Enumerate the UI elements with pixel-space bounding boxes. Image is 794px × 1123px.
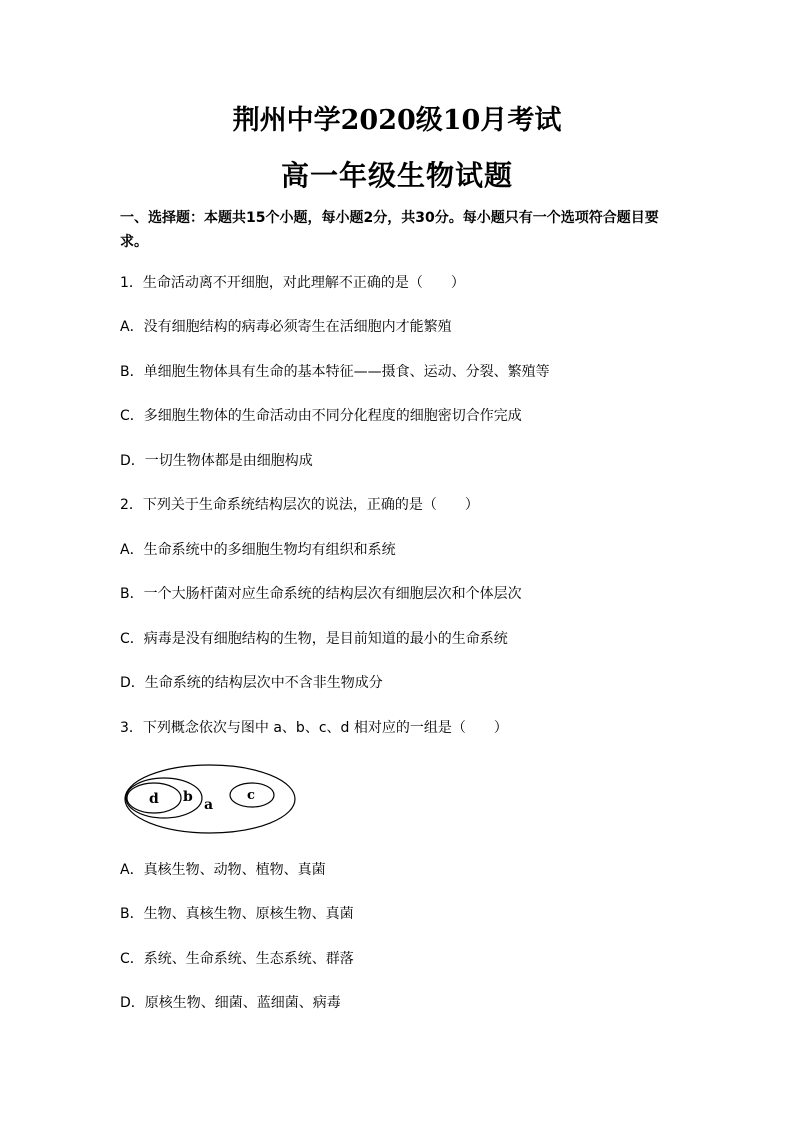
exam-title: 荆州中学2020级10月考试 [232,105,562,136]
label-c: c [247,788,255,803]
venn-diagram [120,762,300,842]
label-a: a [204,797,214,813]
question-2-option-a: A．生命系统中的多细胞生物均有组织和系统 [120,542,396,558]
label-b: b [183,789,193,805]
question-3-option-d: D．原核生物、细菌、蓝细菌、病毒 [120,995,341,1011]
label-d: d [149,791,159,807]
question-1-option-d: D．一切生物体都是由细胞构成 [120,453,313,469]
question-3-option-b: B．生物、真核生物、原核生物、真菌 [120,906,354,922]
question-2-stem: 2．下列关于生命系统结构层次的说法，正确的是（ ） [120,497,479,513]
question-1-option-a: A．没有细胞结构的病毒必须寄生在活细胞内才能繁殖 [120,319,452,335]
question-1-option-b: B．单细胞生物体具有生命的基本特征——摄食、运动、分裂、繁殖等 [120,364,550,380]
question-1-stem: 1．生命活动离不开细胞，对此理解不正确的是（ ） [120,275,465,291]
section-heading: 一、选择题：本题共15个小题，每小题2分，共30分。每小题只有一个选项符合题目要求。 [120,210,659,250]
question-2-option-b: B．一个大肠杆菌对应生命系统的结构层次有细胞层次和个体层次 [120,586,522,602]
question-3-option-c: C．系统、生命系统、生态系统、群落 [120,951,354,967]
question-1-option-c: C．多细胞生物体的生命活动由不同分化程度的细胞密切合作完成 [120,408,522,424]
question-3-option-a: A．真核生物、动物、植物、真菌 [120,862,326,878]
question-3-stem: 3．下列概念依次与图中 a、b、c、d 相对应的一组是（ ） [120,720,508,736]
question-2-option-c: C．病毒是没有细胞结构的生物，是目前知道的最小的生命系统 [120,631,508,647]
exam-subtitle: 高一年级生物试题 [280,159,513,192]
question-2-option-d: D．生命系统的结构层次中不含非生物成分 [120,675,383,691]
